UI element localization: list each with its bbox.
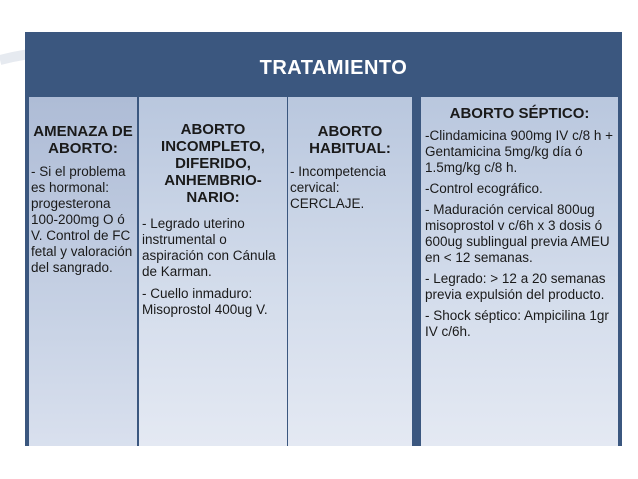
column-paragraph: - Shock séptico: Ampicilina 1gr IV c/6h. bbox=[425, 308, 609, 339]
column-incompleto bbox=[139, 97, 287, 446]
table-title: TRATAMIENTO bbox=[259, 57, 408, 79]
title-row bbox=[25, 32, 622, 97]
column-body bbox=[288, 157, 412, 212]
column-paragraph: - Si el problema es hormonal: progesterona 100-200mg O ó V. Control de FC fetal y valoración del sangrado. bbox=[31, 164, 133, 275]
column-paragraph: - Legrado: > 12 a 20 semanas previa expulsión del producto. bbox=[425, 271, 606, 302]
column-paragraph: -Clindamicina 900mg IV c/8 h + Gentamicina 5mg/kg día ó 1.5mg/kg c/8 h. bbox=[425, 128, 613, 175]
column-paragraph: - Legrado uterino instrumental o aspiración con Cánula de Karman. bbox=[142, 216, 276, 279]
column-heading: ABORTO SÉPTICO: bbox=[449, 105, 590, 122]
column-body bbox=[139, 206, 287, 318]
column-heading: ABORTO HABITUAL: bbox=[309, 123, 391, 157]
column-paragraph: - Cuello inmaduro: Misoprostol 400ug V. bbox=[142, 286, 268, 317]
column-paragraph: -Control ecográfico. bbox=[425, 181, 543, 196]
bottom-band bbox=[0, 446, 638, 479]
column-heading: AMENAZA DE ABORTO: bbox=[33, 123, 133, 157]
column-paragraph: - Maduración cervical 800ug misoprostol v c/6h x 3 dosis ó 600ug sublingual previa AMEU en < 12 semanas. bbox=[425, 202, 610, 265]
column-habitual bbox=[288, 97, 412, 446]
column-paragraph: - Incompetencia cervical: CERCLAJE. bbox=[290, 164, 387, 211]
column-septico bbox=[421, 97, 618, 446]
column-amenaza bbox=[29, 97, 137, 446]
treatment-table bbox=[25, 32, 622, 446]
column-body bbox=[421, 122, 618, 340]
column-heading: ABORTO INCOMPLETO, DIFERIDO, ANHEMBRIO-NARIO: bbox=[161, 121, 265, 206]
column-body bbox=[29, 157, 137, 276]
